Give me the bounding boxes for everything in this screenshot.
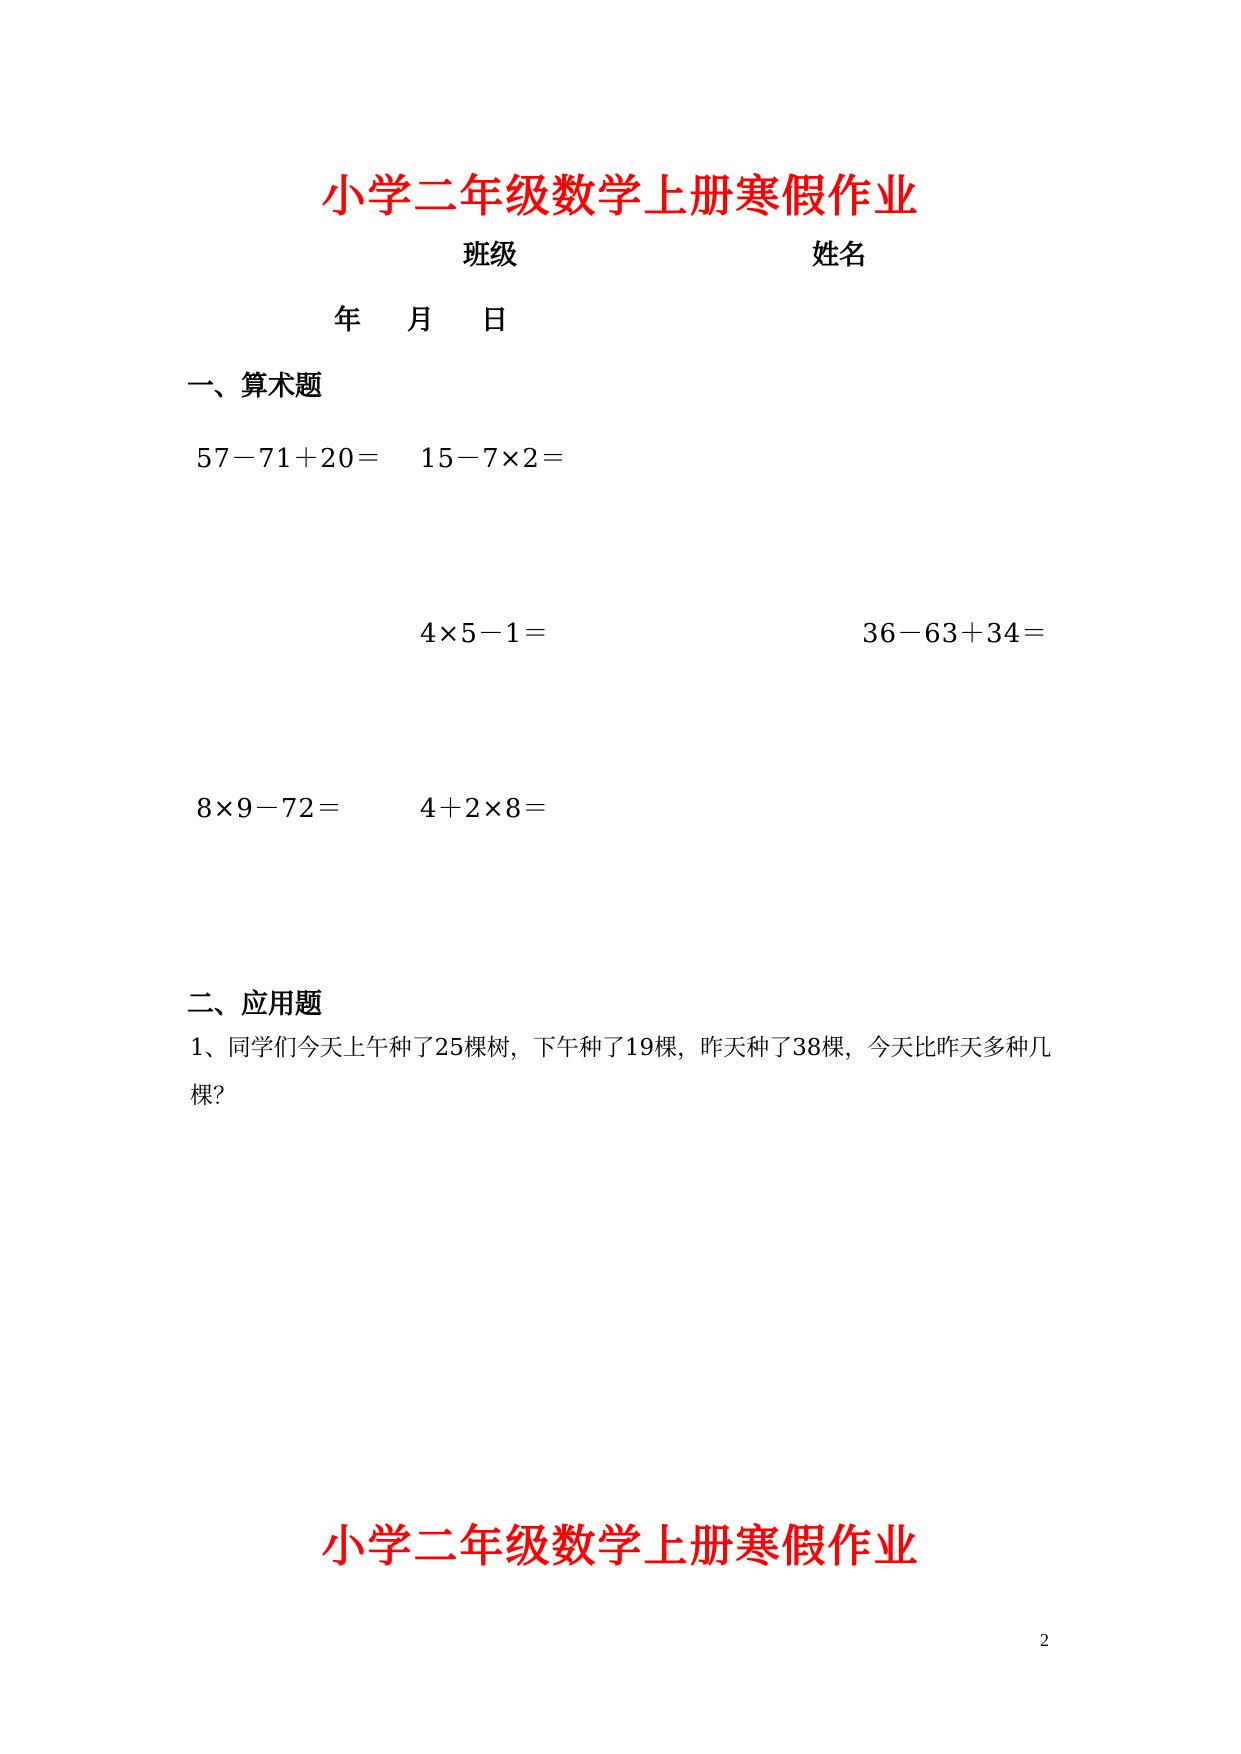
word-problem: 1、同学们今天上午种了25棵树，下午种了19棵，昨天种了38棵，今天比昨天多种几棵？ xyxy=(190,1035,1052,1109)
exercise: 4＋2×8＝ xyxy=(420,794,550,824)
year-label: 年 xyxy=(334,305,361,336)
section-arithmetic-heading: 一、算术题 xyxy=(187,371,322,402)
exercise: 4×5－1＝ xyxy=(420,619,550,649)
exercise: 15－7×2＝ xyxy=(420,444,567,474)
name-label: 姓名 xyxy=(812,240,866,271)
section-application-heading: 二、应用题 xyxy=(187,989,322,1020)
class-label: 班级 xyxy=(463,240,517,271)
month-label: 月 xyxy=(407,305,434,336)
exercise: 57－71＋20＝ xyxy=(196,444,383,474)
day-label: 日 xyxy=(481,305,508,336)
exercise: 8×9－72＝ xyxy=(196,794,343,824)
document-title: 小学二年级数学上册寒假作业 xyxy=(321,171,920,222)
exercise: 36－63＋34＝ xyxy=(862,619,1049,649)
page-number: 2 xyxy=(1040,1630,1049,1650)
footer-title: 小学二年级数学上册寒假作业 xyxy=(321,1521,920,1572)
